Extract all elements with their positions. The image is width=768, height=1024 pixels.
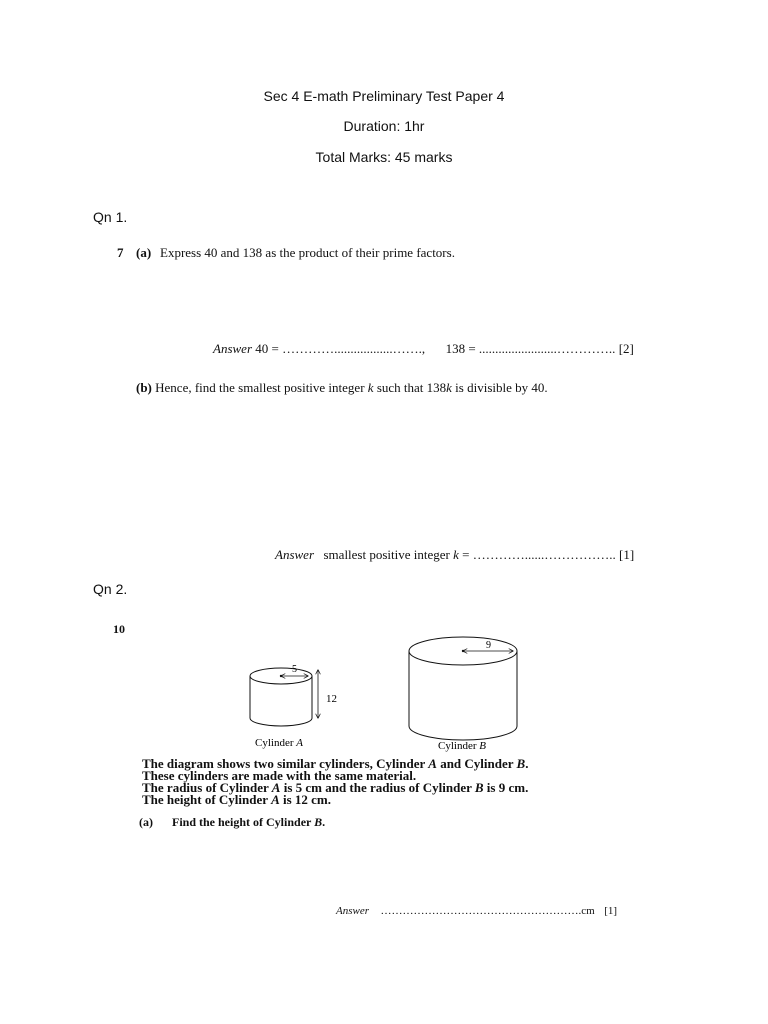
- answer-word: Answer: [275, 547, 314, 562]
- paper-duration: Duration: 1hr: [343, 118, 425, 134]
- q2-desc-line-3: The radius of Cylinder A is 5 cm and the radius of Cylinder B is 9 cm.: [142, 780, 529, 795]
- q1-answer-a-line: [213, 341, 634, 357]
- q2-desc-line-4: The height of Cylinder A is 12 cm.: [142, 792, 332, 807]
- cylinders-diagram: [240, 630, 540, 760]
- q2-part-a-label: (a): [139, 815, 153, 829]
- question-2-number: 10: [113, 622, 125, 636]
- cylinder-a: [250, 668, 318, 726]
- q1-answer-b-line: [275, 547, 634, 563]
- question-2-label: Qn 2.: [93, 581, 128, 597]
- q2-answer-line: [336, 905, 617, 917]
- marks-2: [2]: [618, 341, 634, 356]
- q1-part-b-label: (b): [136, 380, 152, 395]
- q2-part-a-text: Find the height of Cylinder B.: [172, 815, 326, 829]
- cylinder-b: [409, 637, 517, 740]
- cylinder-a-caption: Cylinder A: [255, 737, 303, 749]
- marks-1: [1]: [619, 547, 635, 562]
- answer-word: Answer: [336, 905, 369, 917]
- q1-part-b-line: [136, 380, 548, 396]
- q1-part-a-text: Express 40 and 138 as the product of their prime factors.: [160, 245, 455, 260]
- q2-desc-line-2: These cylinders are made with the same material.: [142, 768, 417, 783]
- paper-total-marks: Total Marks: 45 marks: [315, 149, 453, 165]
- marks-1: [1]: [604, 905, 618, 917]
- q1-part-a-label: (a): [136, 245, 152, 260]
- q1-part-b-text: Hence, find the smallest positive integer k such that 138k is divisible by 40.: [155, 380, 548, 395]
- answer-height-dots: ……………………………………………….cm: [380, 905, 595, 917]
- answer-b-text: smallest positive integer k = …………......……………..: [323, 547, 616, 562]
- question-1-label: Qn 1.: [93, 209, 128, 225]
- paper-title: Sec 4 E-math Preliminary Test Paper 4: [263, 88, 505, 104]
- radius-b-label: 9: [486, 640, 491, 651]
- radius-a-label: 5: [292, 664, 297, 675]
- question-1-number: 7: [117, 245, 124, 260]
- q2-desc-line-1: The diagram shows two similar cylinders, Cylinder A and Cylinder B.: [142, 756, 529, 771]
- height-a-label: 12: [326, 693, 337, 705]
- answer-40: 40 = …………..................…….,: [255, 341, 426, 356]
- answer-138: 138 = ........................…………..: [445, 341, 616, 356]
- answer-word: Answer: [213, 341, 252, 356]
- cylinder-b-caption: Cylinder B: [438, 740, 486, 752]
